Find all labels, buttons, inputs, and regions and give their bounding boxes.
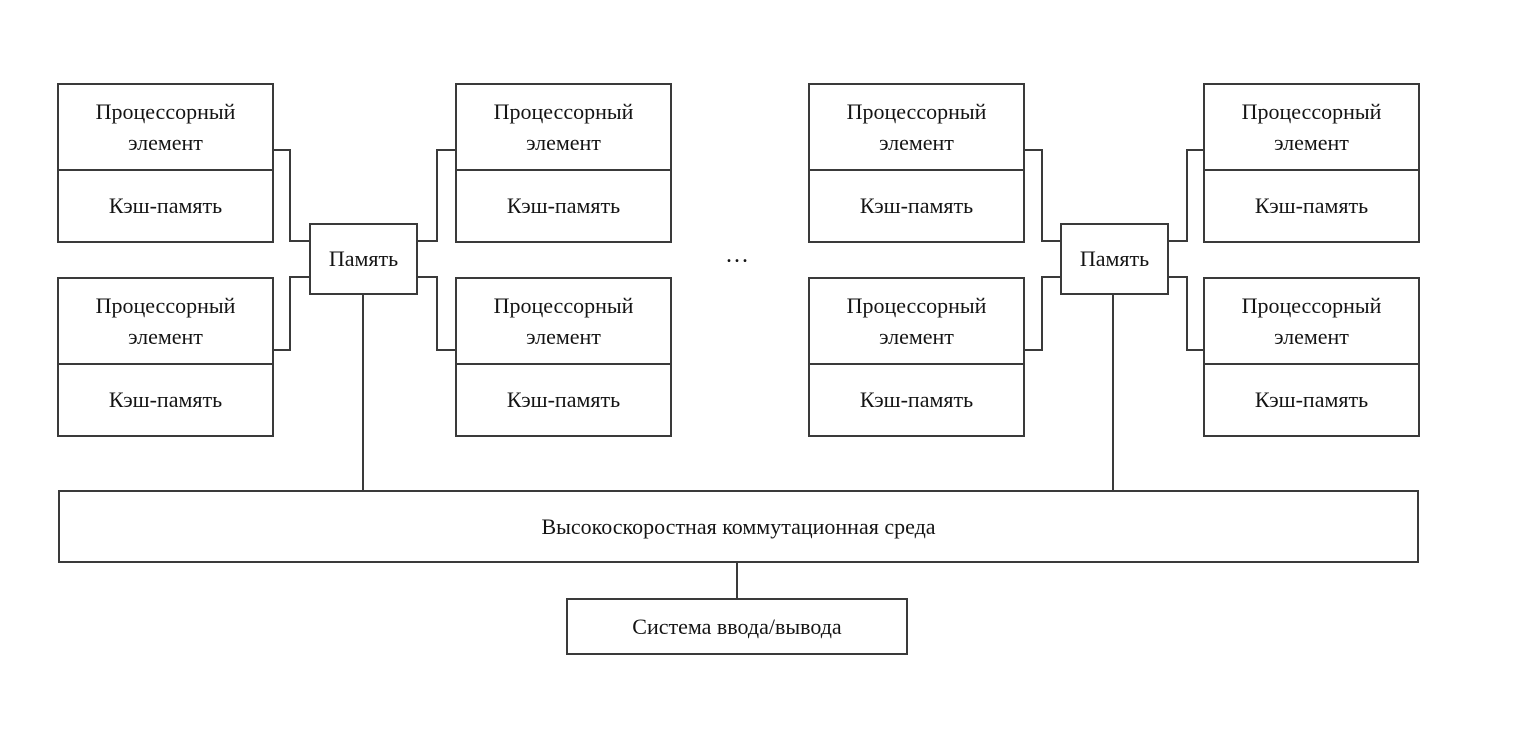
processor-element-box <box>457 85 670 171</box>
cache-memory-label: Кэш-память <box>1254 193 1369 218</box>
processor-element-box <box>457 279 670 365</box>
memory-label: Память <box>328 246 399 271</box>
cache-memory-label: Кэш-память <box>506 193 621 218</box>
wire-pe6-memory2 <box>1024 277 1061 350</box>
cache-memory-box <box>59 365 272 435</box>
wire-pe8-memory2 <box>1168 277 1204 350</box>
cache-memory-box <box>1205 365 1418 435</box>
processor-element-label: Процессорный элемент <box>95 99 236 155</box>
processor-element-label: Процессорный элемент <box>846 99 987 155</box>
cache-memory-box <box>1205 171 1418 241</box>
pe-stack-6 <box>808 277 1025 437</box>
processor-element-label: Процессорный элемент <box>493 293 634 349</box>
processor-element-label: Процессорный элемент <box>95 293 236 349</box>
cache-memory-label: Кэш-память <box>506 387 621 412</box>
wire-pe3-memory1 <box>417 150 455 241</box>
processor-element-box <box>810 279 1023 365</box>
cache-memory-box <box>59 171 272 241</box>
processor-element-label: Процессорный элемент <box>1241 99 1382 155</box>
processor-element-label: Процессорный элемент <box>1241 293 1382 349</box>
pe-stack-5 <box>808 83 1025 243</box>
cache-memory-label: Кэш-память <box>108 193 223 218</box>
processor-element-box <box>1205 85 1418 171</box>
cache-memory-label: Кэш-память <box>859 387 974 412</box>
wire-pe2-memory1 <box>273 277 310 350</box>
more-nodes-ellipsis: ... <box>726 242 750 268</box>
cache-memory-box <box>810 171 1023 241</box>
cache-memory-label: Кэш-память <box>108 387 223 412</box>
processor-element-box <box>1205 279 1418 365</box>
memory-box-2 <box>1060 223 1169 295</box>
wire-pe4-memory1 <box>417 277 455 350</box>
processor-element-box <box>59 279 272 365</box>
io-system-box <box>566 598 908 655</box>
processor-element-box <box>810 85 1023 171</box>
pe-stack-1 <box>57 83 274 243</box>
io-system-label: Система ввода/вывода <box>632 613 842 639</box>
interconnect-label: Высокоскоростная коммутационная среда <box>541 513 936 539</box>
cache-memory-label: Кэш-память <box>859 193 974 218</box>
interconnect-bar <box>58 490 1419 563</box>
wire-pe5-memory2 <box>1024 150 1061 241</box>
pe-stack-3 <box>455 83 672 243</box>
wire-pe7-memory2 <box>1168 150 1204 241</box>
cache-memory-label: Кэш-память <box>1254 387 1369 412</box>
pe-stack-8 <box>1203 277 1420 437</box>
cache-memory-box <box>810 365 1023 435</box>
processor-element-box <box>59 85 272 171</box>
memory-label: Память <box>1079 246 1150 271</box>
pe-stack-2 <box>57 277 274 437</box>
memory-box-1 <box>309 223 418 295</box>
wire-pe1-memory1 <box>273 150 310 241</box>
processor-element-label: Процессорный элемент <box>846 293 987 349</box>
pe-stack-7 <box>1203 83 1420 243</box>
cache-memory-box <box>457 365 670 435</box>
processor-element-label: Процессорный элемент <box>493 99 634 155</box>
cache-memory-box <box>457 171 670 241</box>
pe-stack-4 <box>455 277 672 437</box>
